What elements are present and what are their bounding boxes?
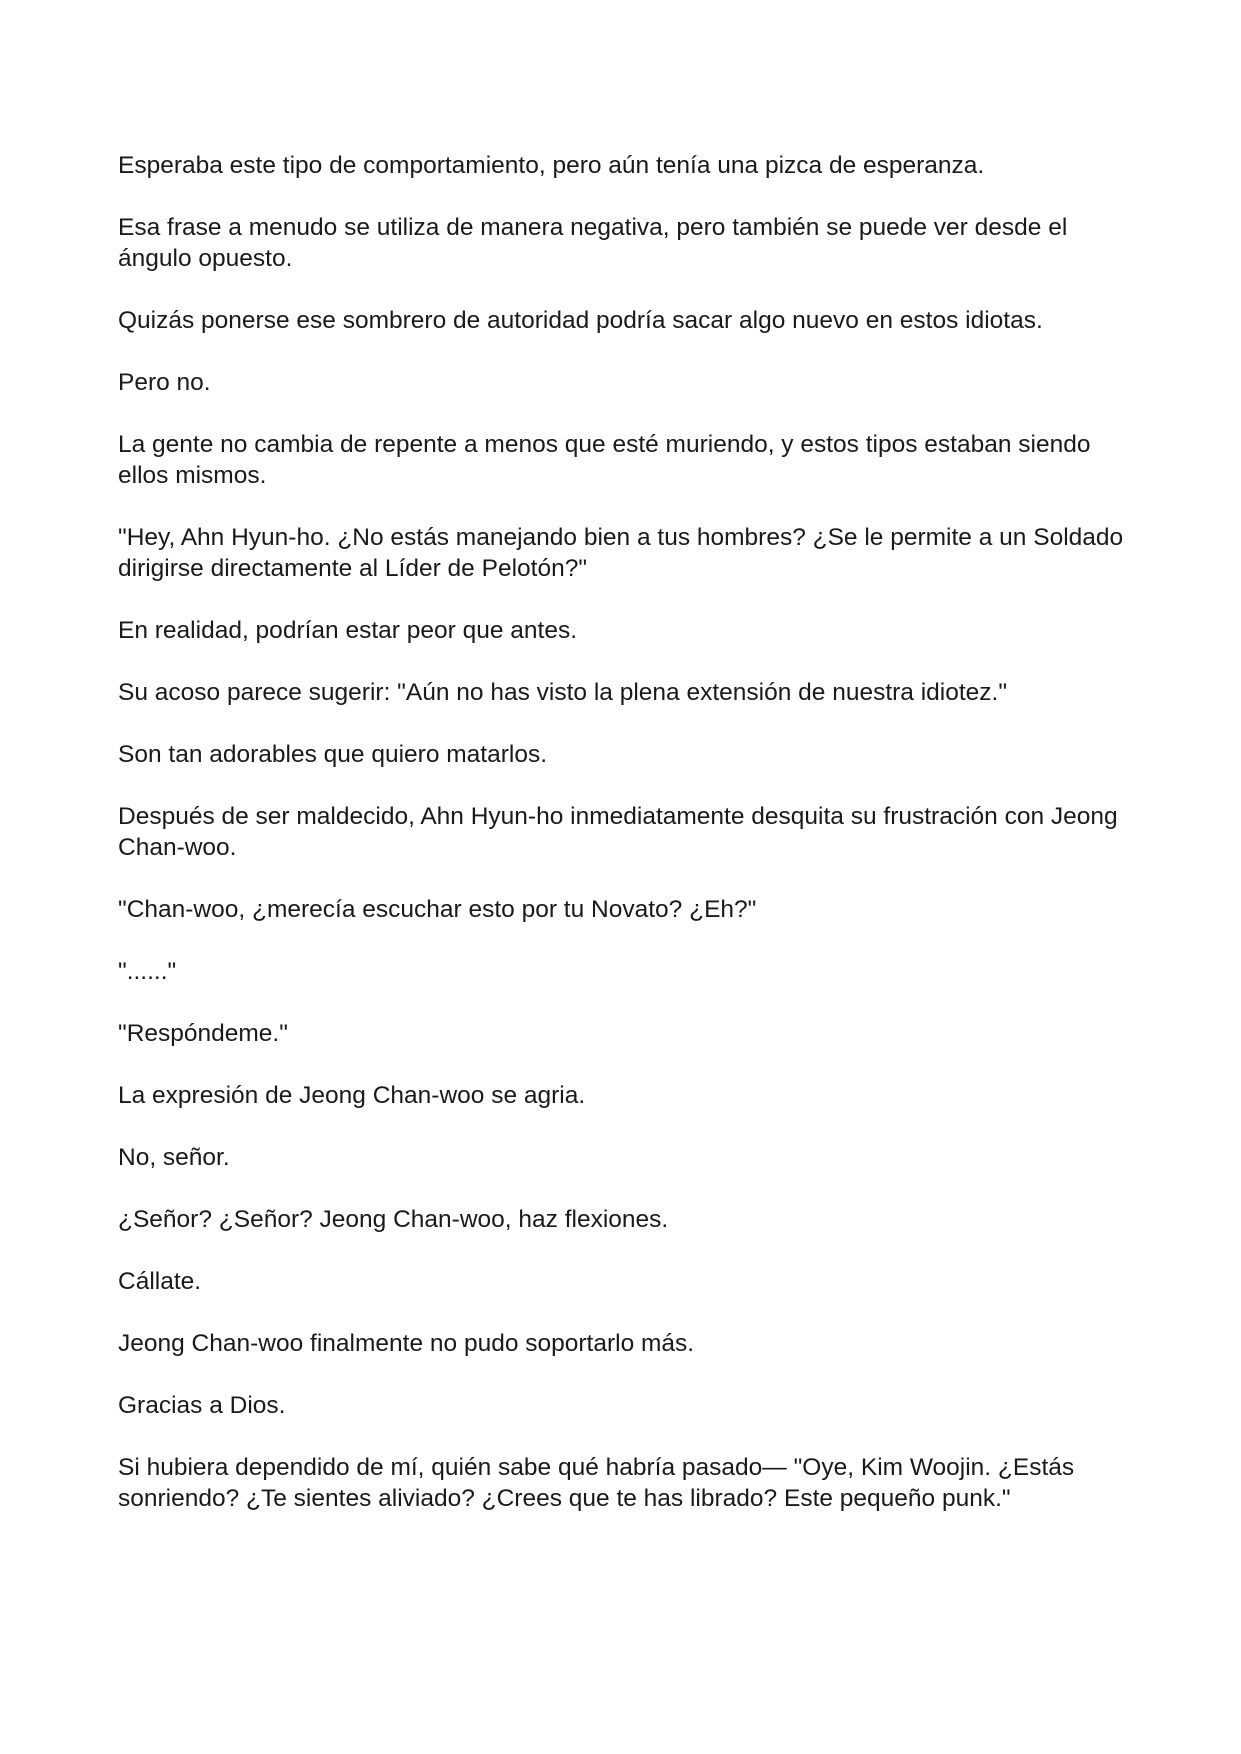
paragraph: La expresión de Jeong Chan-woo se agria. [118,1082,586,1109]
paragraph: Después de ser maldecido, Ahn Hyun-ho inmediatamente desquita su frustración con Jeong Chan-woo. [118,803,1118,861]
paragraph: Jeong Chan-woo finalmente no pudo soportarlo más. [118,1330,695,1357]
paragraph: Pero no. [118,369,211,396]
paragraph: Si hubiera dependido de mí, quién sabe qué habría pasado— "Oye, Kim Woojin. ¿Estás sonriendo? ¿Te sientes aliviado? ¿Crees que te has librado? Este pequeño punk." [118,1454,1075,1512]
paragraph: La gente no cambia de repente a menos que esté muriendo, y estos tipos estaban siendo ellos mismos. [118,431,1091,489]
document-body [118,150,1138,1545]
paragraph: "......" [118,958,177,985]
paragraph: "Respóndeme." [118,1020,288,1047]
paragraph: En realidad, podrían estar peor que antes. [118,617,578,644]
paragraph: ¿Señor? ¿Señor? Jeong Chan-woo, haz flexiones. [118,1206,669,1233]
paragraph: Esa frase a menudo se utiliza de manera negativa, pero también se puede ver desde el ángulo opuesto. [118,214,1068,272]
paragraph: Esperaba este tipo de comportamiento, pero aún tenía una pizca de esperanza. [118,152,985,179]
paragraph: Quizás ponerse ese sombrero de autoridad podría sacar algo nuevo en estos idiotas. [118,307,1043,334]
paragraph: "Chan-woo, ¿merecía escuchar esto por tu Novato? ¿Eh?" [118,896,757,923]
paragraph: Gracias a Dios. [118,1392,286,1419]
paragraph: No, señor. [118,1144,230,1171]
paragraph: Son tan adorables que quiero matarlos. [118,741,548,768]
paragraph: Su acoso parece sugerir: "Aún no has visto la plena extensión de nuestra idiotez." [118,679,1008,706]
paragraph: Cállate. [118,1268,202,1295]
paragraph: "Hey, Ahn Hyun-ho. ¿No estás manejando bien a tus hombres? ¿Se le permite a un Soldado dirigirse directamente al Líder de Pelotón?" [118,524,1124,582]
